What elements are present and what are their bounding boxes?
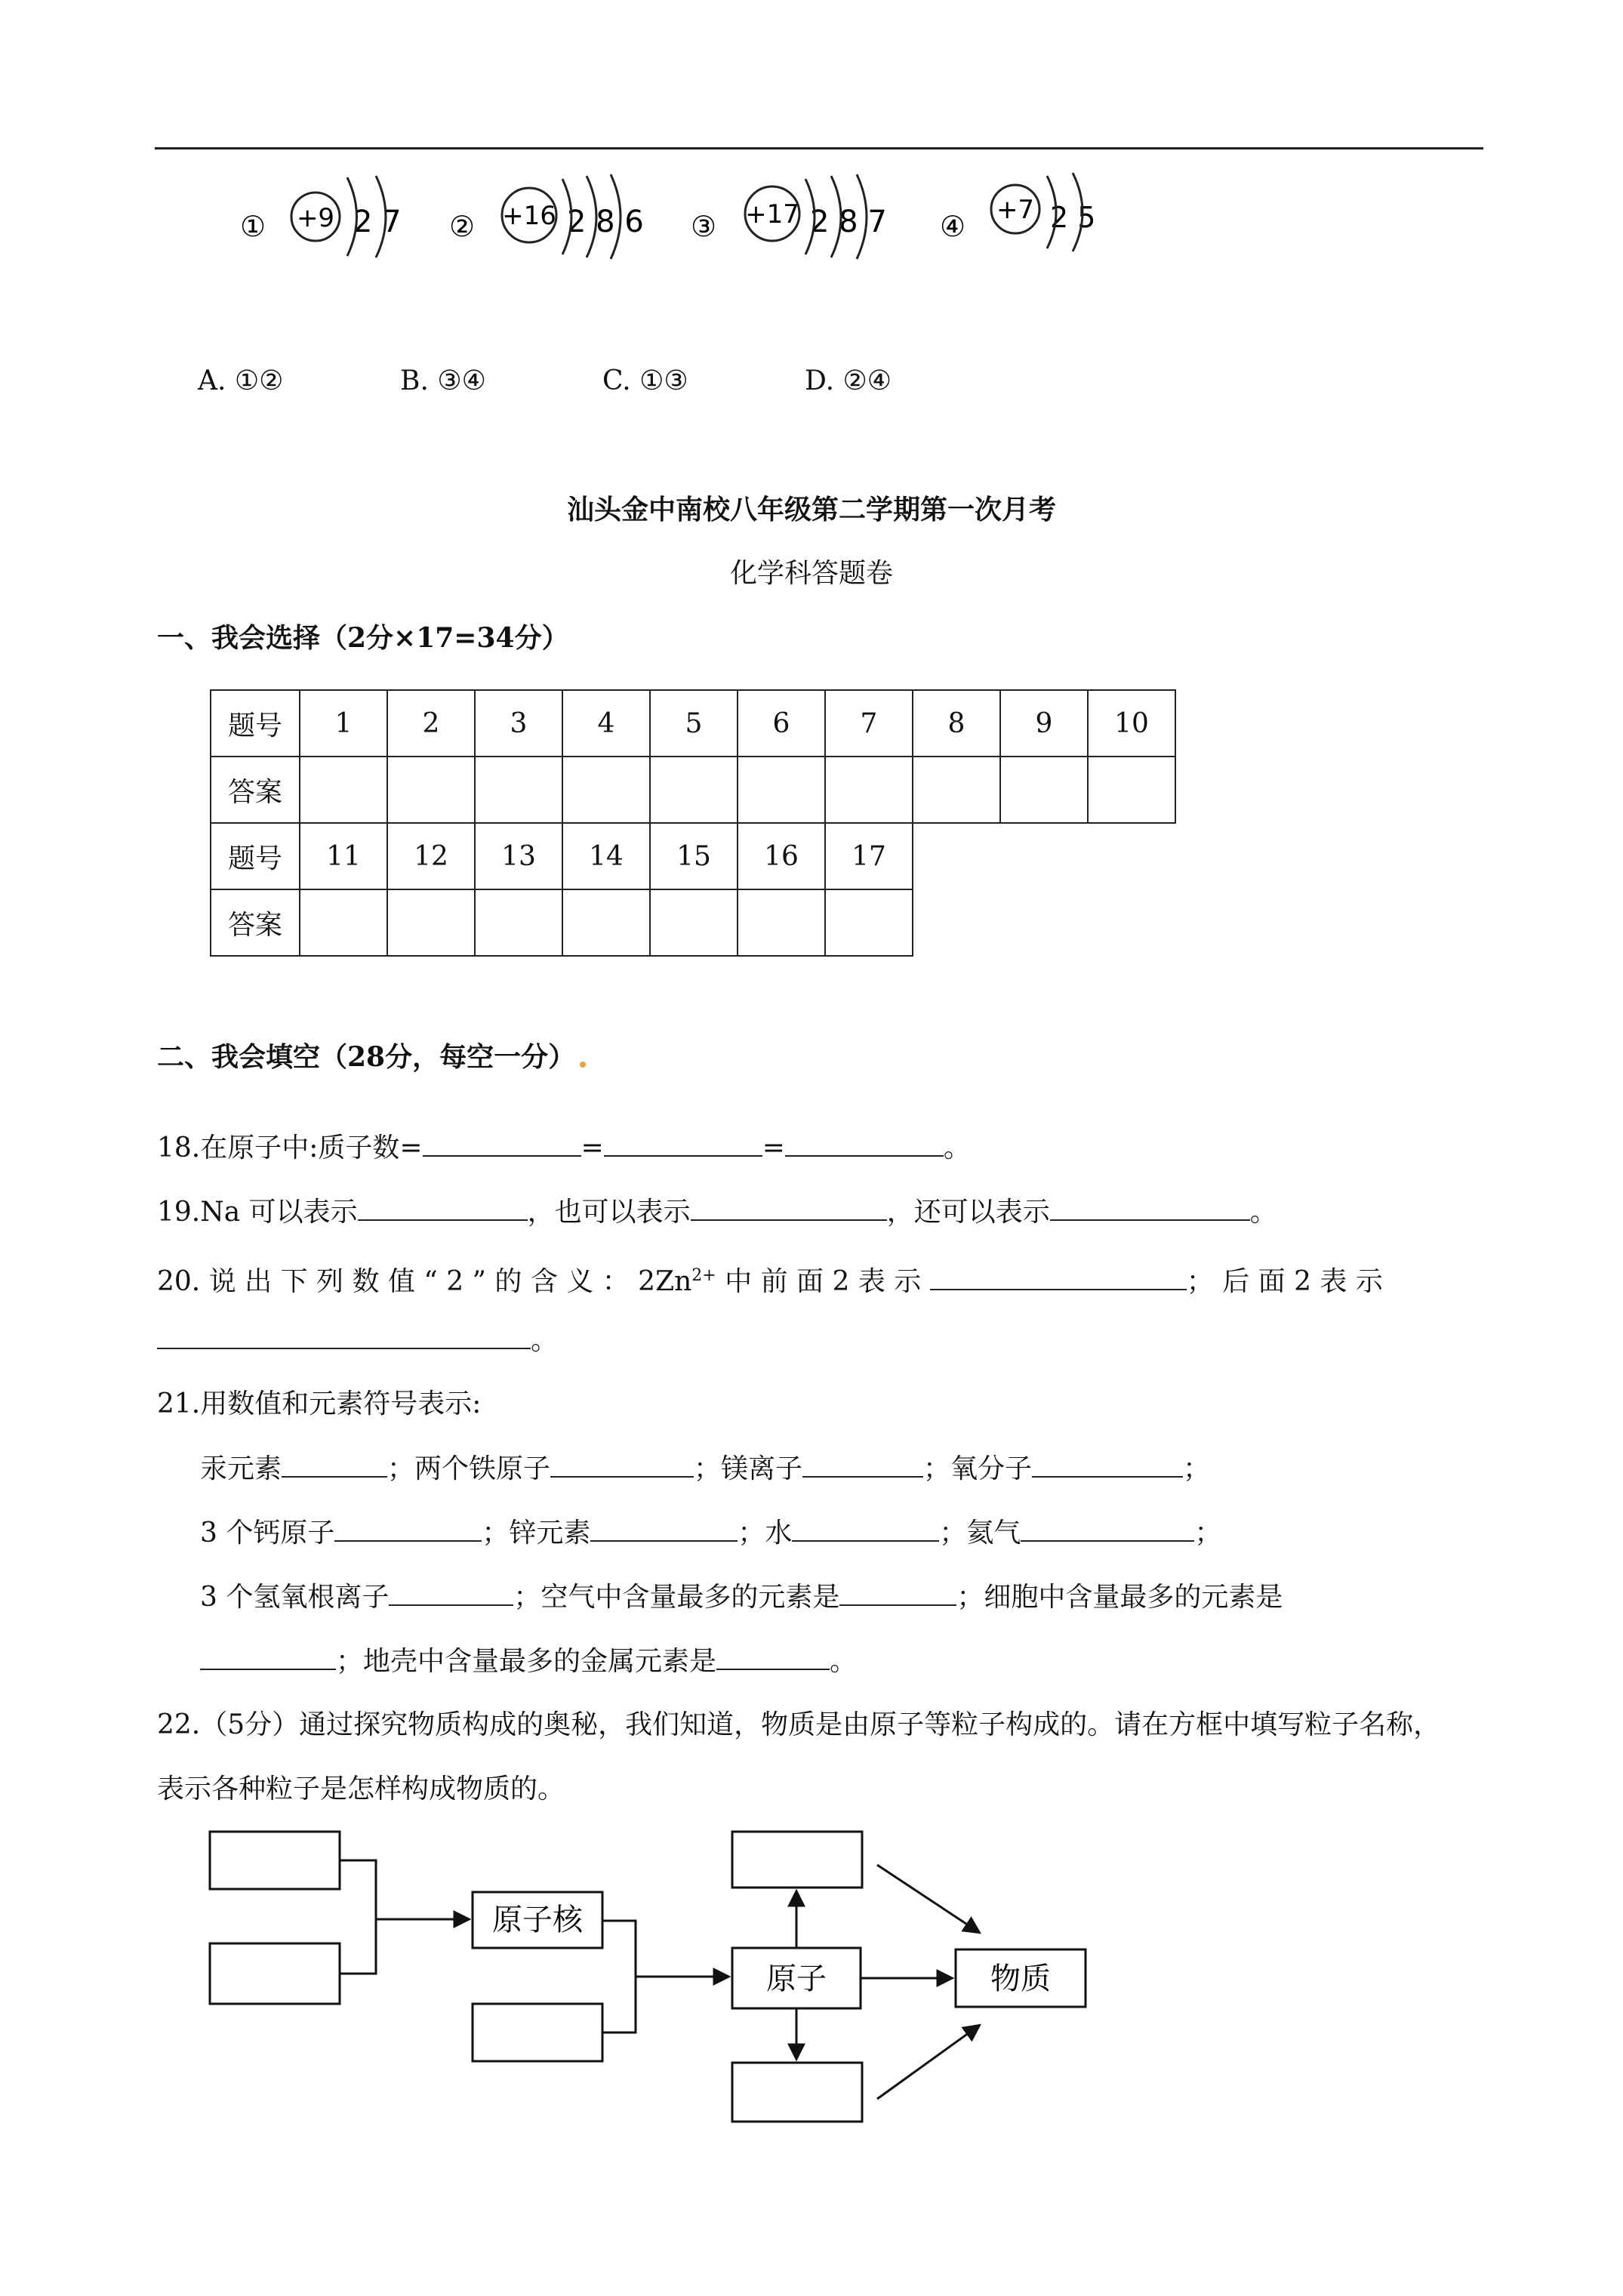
question-20-cont — [157, 1324, 558, 1358]
question-21-line2 — [200, 1516, 1221, 1550]
answer-cell[interactable] — [387, 757, 475, 823]
question-number: 4 — [562, 690, 650, 757]
atom-nucleus: +16 — [502, 201, 556, 231]
q18-end: 。 — [943, 1133, 971, 1163]
blank-field[interactable] — [282, 1452, 387, 1478]
page-title: 汕头金中南校八年级第二学期第一次月考 — [566, 494, 1056, 525]
blank-field[interactable] — [334, 1516, 482, 1542]
atom-nucleus: +7 — [996, 195, 1035, 225]
question-number: 14 — [562, 823, 650, 889]
blank-field[interactable] — [691, 1195, 887, 1221]
q18-eq: = — [762, 1133, 785, 1163]
table-row — [211, 823, 1175, 889]
question-number: 2 — [387, 690, 475, 757]
question-22-line1: 22.（5分）通过探究物质构成的奥秘，我们知道，物质是由原子等粒子构成的。请在方框中填写粒子名称， — [157, 1709, 1441, 1740]
option-a[interactable]: A. ①② — [198, 365, 284, 396]
blank-field[interactable] — [1021, 1516, 1194, 1542]
question-number: 9 — [1000, 690, 1088, 757]
atom-shells: 2 7 — [353, 205, 402, 239]
q20-text: 中 前 面 2 表 示 — [716, 1266, 930, 1297]
section-2-heading-text: 二、我会填空（28分，每空一分） — [157, 1041, 576, 1073]
q19-text: ，也可以表示 — [527, 1197, 691, 1228]
question-21-line1 — [200, 1452, 1210, 1486]
blank-field[interactable] — [930, 1265, 1187, 1290]
question-22-line2: 表示各种粒子是怎样构成物质的。 — [157, 1774, 565, 1804]
blank-field[interactable] — [358, 1195, 528, 1221]
q19-text: ，还可以表示 — [886, 1197, 1050, 1228]
answer-cell[interactable] — [300, 889, 387, 956]
answer-cell[interactable] — [650, 889, 738, 956]
q20-end: 。 — [531, 1325, 559, 1356]
answer-cell[interactable] — [650, 757, 738, 823]
q20-text: 20. 说 出 下 列 数 值 “ 2 ” 的 含 义 ： 2Zn — [157, 1266, 692, 1297]
q21-text: ； — [1194, 1518, 1222, 1549]
question-21-head: 21.用数值和元素符号表示: — [157, 1388, 482, 1419]
answer-cell[interactable] — [562, 757, 650, 823]
atom-nucleus: +17 — [745, 199, 799, 230]
q19-text: 19.Na 可以表示 — [157, 1197, 358, 1228]
blank-field[interactable] — [839, 1580, 956, 1606]
atom-index: ② — [449, 210, 476, 243]
question-number: 10 — [1088, 690, 1175, 757]
option-c[interactable]: C. ①③ — [602, 365, 688, 396]
section-2-heading — [157, 1040, 586, 1074]
q21-text: ；锌元素 — [482, 1518, 591, 1549]
mark-dot — [580, 1062, 586, 1068]
answer-cell[interactable] — [475, 757, 562, 823]
question-number: 17 — [825, 823, 913, 889]
q18-eq: = — [581, 1133, 604, 1163]
answer-cell[interactable] — [825, 757, 913, 823]
atom-diagram-1 — [240, 176, 402, 257]
row-label-answer: 答案 — [211, 889, 300, 956]
atom-index: ③ — [691, 210, 717, 243]
question-number: 7 — [825, 690, 913, 757]
question-21-line3 — [200, 1580, 1283, 1614]
blank-field[interactable] — [423, 1131, 581, 1157]
atom-shells: 2 5 — [1050, 201, 1096, 234]
blank-field[interactable] — [1032, 1452, 1183, 1478]
blank-field[interactable] — [802, 1452, 923, 1478]
blank-field[interactable] — [1050, 1195, 1250, 1221]
q21-text: ；镁离子 — [694, 1453, 803, 1484]
q21-text: ；两个铁原子 — [387, 1453, 551, 1484]
answer-cell[interactable] — [300, 757, 387, 823]
q21-text: 3 个氢氧根离子 — [200, 1582, 390, 1613]
q21-text: 汞元素 — [200, 1453, 282, 1484]
blank-field[interactable] — [604, 1131, 762, 1157]
atom-structure-diagrams — [226, 170, 1132, 268]
blank-field[interactable] — [792, 1516, 939, 1542]
atom-diagram-2 — [449, 174, 644, 259]
q20-text: ； 后 面 2 表 示 — [1186, 1266, 1383, 1297]
atom-shells: 2 8 6 — [567, 205, 644, 239]
option-b[interactable]: B. ③④ — [400, 365, 486, 396]
question-number: 5 — [650, 690, 738, 757]
question-19 — [157, 1195, 1277, 1229]
header-rule — [155, 147, 1483, 149]
matter-label: 物质 — [990, 1962, 1051, 1996]
section-1-heading: 一、我会选择（2分×17=34分） — [157, 622, 569, 654]
answer-cell[interactable] — [475, 889, 562, 956]
question-number: 13 — [475, 823, 562, 889]
answer-cell[interactable] — [738, 889, 825, 956]
question-21-line4 — [200, 1644, 857, 1678]
atom-label: 原子 — [766, 1962, 827, 1996]
row-label-answer: 答案 — [211, 757, 300, 823]
blank-field[interactable] — [389, 1580, 513, 1606]
particle-diagram — [204, 1820, 1110, 2144]
answer-table — [210, 689, 1176, 957]
answer-cell[interactable] — [913, 757, 1000, 823]
blank-box-mid-bottom[interactable] — [473, 2004, 602, 2061]
question-number: 12 — [387, 823, 475, 889]
table-row — [211, 889, 1175, 956]
blank-field[interactable] — [716, 1644, 830, 1670]
q21-text: ；地壳中含量最多的金属元素是 — [336, 1646, 717, 1677]
atom-index: ① — [240, 210, 266, 243]
atom-shells: 2 8 7 — [810, 205, 887, 239]
option-d[interactable]: D. ②④ — [805, 365, 892, 396]
question-number: 16 — [738, 823, 825, 889]
question-number: 6 — [738, 690, 825, 757]
answer-cell[interactable] — [1088, 757, 1175, 823]
question-20 — [157, 1259, 1383, 1299]
q21-text: ； — [1183, 1453, 1211, 1484]
answer-cell[interactable] — [562, 889, 650, 956]
atom-nucleus: +9 — [296, 203, 335, 233]
atom-index: ④ — [940, 210, 966, 243]
table-row — [211, 690, 1175, 757]
atom-diagram-3 — [691, 174, 887, 259]
q21-text: ；氧分子 — [923, 1453, 1033, 1484]
blank-box-left-bottom[interactable] — [210, 1943, 340, 2004]
answer-cell[interactable] — [387, 889, 475, 956]
q19-end: 。 — [1249, 1197, 1277, 1228]
question-number: 15 — [650, 823, 738, 889]
q18-text: 18.在原子中:质子数= — [157, 1133, 423, 1163]
row-label-question: 题号 — [211, 690, 300, 757]
question-number: 11 — [300, 823, 387, 889]
blank-field[interactable] — [590, 1516, 738, 1542]
atom-diagram-4 — [940, 173, 1095, 251]
q20-superscript: 2+ — [691, 1266, 716, 1285]
blank-field[interactable] — [785, 1131, 944, 1157]
q21-text: 3 个钙原子 — [200, 1518, 335, 1549]
q21-text: ；水 — [738, 1518, 793, 1549]
row-label-question: 题号 — [211, 823, 300, 889]
blank-field[interactable] — [157, 1324, 531, 1349]
blank-field[interactable] — [200, 1644, 336, 1670]
question-number: 3 — [475, 690, 562, 757]
q21-text: ；空气中含量最多的元素是 — [513, 1582, 840, 1613]
question-number: 1 — [300, 690, 387, 757]
nucleus-label: 原子核 — [492, 1903, 583, 1937]
blank-box-left-top[interactable] — [210, 1832, 340, 1889]
answer-cell[interactable] — [825, 889, 913, 956]
blank-box-right-top[interactable] — [732, 1832, 862, 1888]
answer-cell[interactable] — [738, 757, 825, 823]
q21-text: ；氦气 — [939, 1518, 1021, 1549]
blank-box-right-bottom[interactable] — [732, 2063, 862, 2122]
page-subtitle: 化学科答题卷 — [729, 558, 893, 589]
question-18 — [157, 1131, 971, 1165]
answer-cell[interactable] — [1000, 757, 1088, 823]
blank-field[interactable] — [550, 1452, 694, 1478]
q21-text: 。 — [830, 1646, 858, 1677]
q21-text: ；细胞中含量最多的元素是 — [956, 1582, 1283, 1613]
question-number: 8 — [913, 690, 1000, 757]
table-row — [211, 757, 1175, 823]
